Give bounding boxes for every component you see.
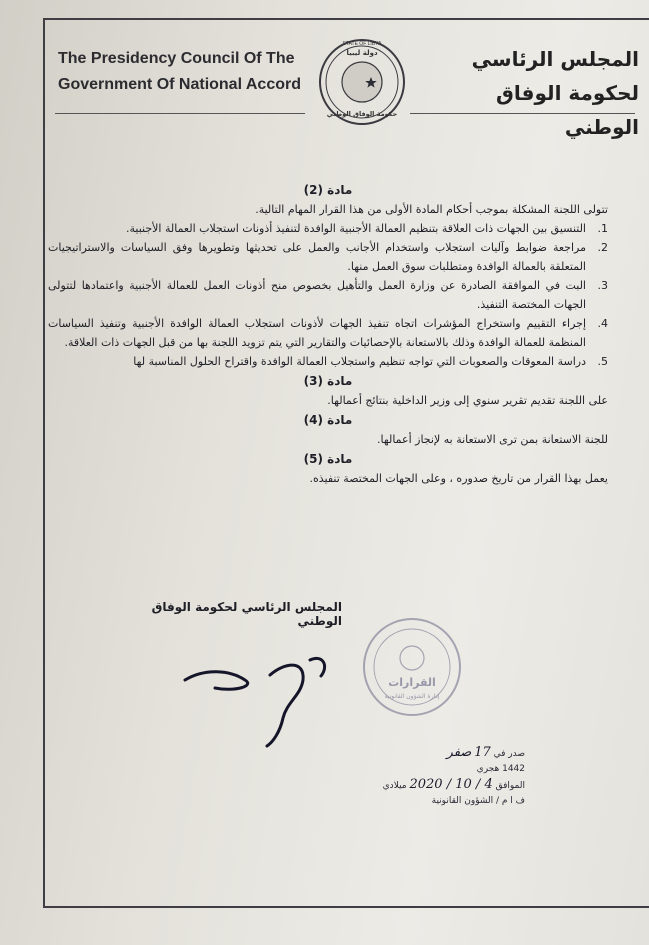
article-5-text: يعمل بهذا القرار من تاريخ صدوره ، وعلى الجهات المختصة تنفيذه. xyxy=(309,472,608,485)
item-number: 3. xyxy=(597,279,608,292)
issue-date-hijri-day: صدر في 17 صفر xyxy=(446,745,525,760)
article-2-intro: تتولى اللجنة المشكلة بموجب أحكام المادة الأولى من هذا القرار المهام التالية. xyxy=(255,203,608,216)
header-ar-line2: لحكومة الوفاق الوطني xyxy=(496,81,639,139)
item-text: دراسة المعوقات والصعوبات التي تواجه تنظيم واستجلاب العمالة الوافدة واقتراح الحلول المناسبة لها xyxy=(133,355,586,368)
handwritten-signature xyxy=(175,640,335,750)
article-2-item xyxy=(48,352,608,371)
item-number: 5. xyxy=(597,355,608,368)
item-number: 4. xyxy=(597,317,608,330)
article-2-item xyxy=(48,219,608,238)
article-3-title: مادة (3) xyxy=(303,374,353,388)
item-text: إجراء التقييم واستخراج المؤشرات اتجاه تنفيذ الجهات لأذونات استجلاب العمالة الوافدة الأجنبية وتنفيذ السياسات المنظمة للعمالة الوافدة وذلك بالاستعانة بالإحصائيات والتقارير التي يتم تزويد اللجنة بها من قبل الجهات ذات العلاقة. xyxy=(48,317,586,349)
article-3-text: على اللجنة تقديم تقرير سنوي إلى وزير الداخلية بنتائج أعمالها. xyxy=(327,394,608,407)
date-block xyxy=(335,745,525,809)
article-4-title: مادة (4) xyxy=(303,413,353,427)
article-2-item xyxy=(48,238,608,276)
item-text: البت في الموافقة الصادرة عن وزارة العمل والتأهيل بخصوص منح أذونات العمل للعمالة الأجنبية واعتمادها لتتولى الجهات المختصة التنفيذ. xyxy=(48,279,586,311)
handwritten-month: صفر xyxy=(446,745,472,760)
header-divider-left xyxy=(55,113,305,114)
issue-date-gregorian: الموافق 4 / 10 / 2020 ميلادي xyxy=(382,777,525,792)
item-number: 1. xyxy=(597,222,608,235)
article-2-item xyxy=(48,314,608,352)
svg-text:إدارة الشؤون القانونية: إدارة الشؤون القانونية xyxy=(384,693,440,700)
handwritten-day: 17 xyxy=(474,745,491,760)
svg-text:دولة ليبيا: دولة ليبيا xyxy=(346,49,378,57)
article-2-title: مادة (2) xyxy=(303,183,353,197)
official-stamp xyxy=(352,612,472,722)
svg-text:STATE OF LIBYA: STATE OF LIBYA xyxy=(342,41,382,47)
header-en-line1: The Presidency Council Of The xyxy=(58,50,295,67)
header-ar-line1: المجلس الرئاسي xyxy=(471,47,639,71)
item-text: التنسيق بين الجهات ذات العلاقة بتنظيم العمالة الأجنبية الوافدة لتنفيذ أذونات استجلاب العمالة الأجنبية. xyxy=(125,222,586,235)
header-en-line2: Government Of National Accord xyxy=(58,76,301,93)
article-5-title: مادة (5) xyxy=(303,452,353,466)
header-english xyxy=(58,46,308,98)
item-text: مراجعة ضوابط وآليات استجلاب واستخدام الأجانب والعمل على تحديثها وتطويرها وفق السياسات والاستراتيجيات المتعلقة بالعمالة الوافدة ومتطلبات سوق العمل منها. xyxy=(48,241,586,273)
svg-text:القرارات: القرارات xyxy=(388,676,436,689)
handwritten-gregorian-date: 4 / 10 / 2020 xyxy=(409,777,493,792)
article-2-item xyxy=(48,276,608,314)
decree-body xyxy=(48,180,608,488)
item-number: 2. xyxy=(597,241,608,254)
svg-text:حكومة الوفاق الوطني: حكومة الوفاق الوطني xyxy=(326,110,398,118)
article-4-text: للجنة الاستعانة بمن ترى الاستعانة به لإنجاز أعمالها. xyxy=(377,433,608,446)
signatory-title: المجلس الرئاسي لحكومة الوفاق الوطني xyxy=(151,600,342,628)
header-arabic xyxy=(439,42,639,144)
stamp-crescent-icon xyxy=(406,650,414,666)
issue-date-hijri-year: 1442 هجري xyxy=(476,764,525,774)
header-divider-right xyxy=(410,113,635,114)
state-emblem-seal xyxy=(318,30,406,130)
reference-number: ف ا م / الشؤون القانونية xyxy=(431,796,525,806)
